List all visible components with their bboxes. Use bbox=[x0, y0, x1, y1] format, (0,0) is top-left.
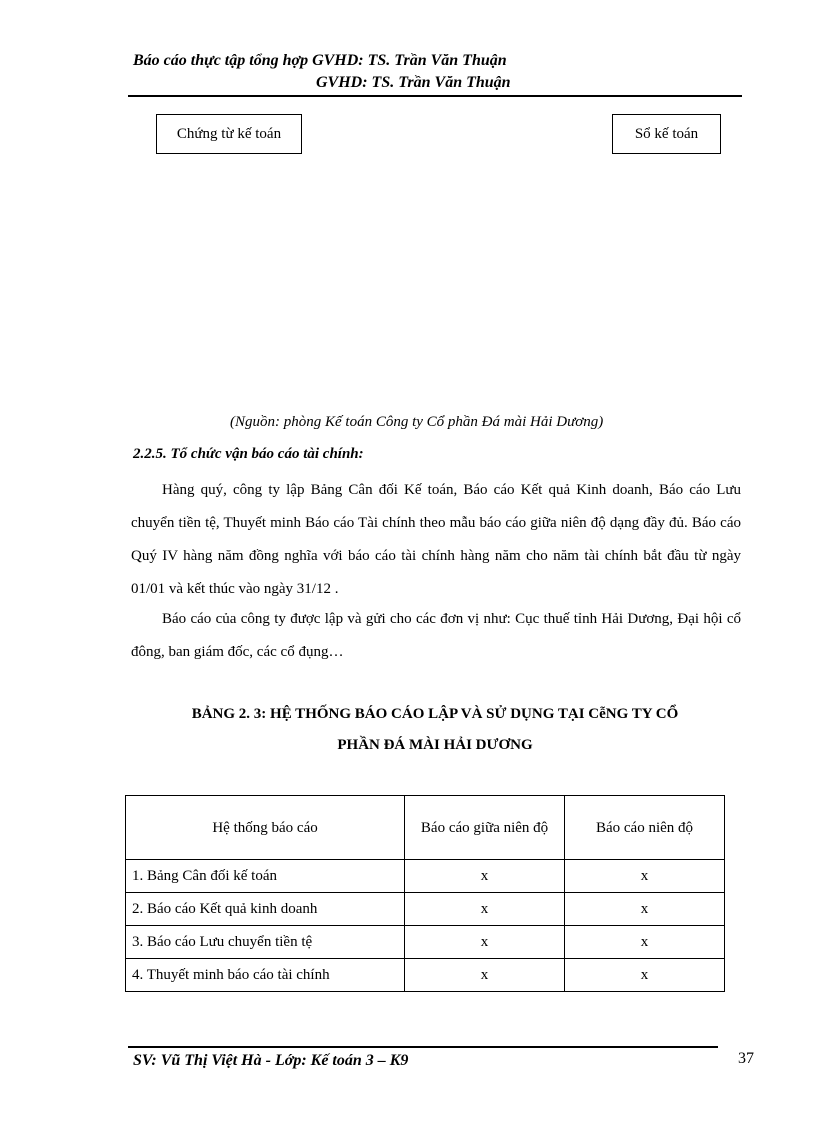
table-cell-annual: x bbox=[565, 893, 725, 926]
paragraph-1: Hàng quý, công ty lập Bảng Cân đối Kế toán, Báo cáo Kết quả Kinh doanh, Báo cáo Lưu chuyển tiền tệ, Thuyết minh Báo cáo Tài chính theo mẫu báo cáo giữa niên độ dạng đầy đủ. Báo cáo Quý IV hàng năm đồng nghĩa với báo cáo tài chính hàng năm cho năm tài chính bắt đầu từ ngày 01/01 và kết thúc vào ngày 31/12 . bbox=[131, 482, 741, 597]
diagram-box-accounting-vouchers: Chứng từ kế toán bbox=[156, 114, 302, 154]
table-row bbox=[126, 893, 725, 926]
paragraph-2: Báo cáo của công ty được lập và gửi cho các đơn vị như: Cục thuế tỉnh Hải Dương, Đại hội cổ đông, ban giám đốc, các cổ đụng… bbox=[131, 611, 741, 660]
table-row bbox=[126, 959, 725, 992]
table-title-line1: BẢNG 2. 3: HỆ THỐNG BÁO CÁO LẬP VÀ SỬ DỤNG TẠI CễNG TY CỔ bbox=[191, 706, 679, 722]
report-system-table bbox=[125, 795, 725, 992]
source-note: (Nguồn: phòng Kế toán Công ty Cổ phần Đá mài Hải Dương) bbox=[230, 414, 604, 430]
table-header-cell: Báo cáo niên độ bbox=[565, 796, 725, 860]
table-cell-annual: x bbox=[565, 926, 725, 959]
table-header-row bbox=[126, 796, 725, 860]
table-cell-annual: x bbox=[565, 959, 725, 992]
header-title: Báo cáo thực tập tổng hợp GVHD: TS. Trần Văn Thuận bbox=[133, 52, 507, 69]
section-heading: 2.2.5. Tổ chức vận báo cáo tài chính: bbox=[133, 446, 364, 462]
table-cell-interim: x bbox=[405, 893, 565, 926]
table-header-cell: Báo cáo giữa niên độ bbox=[405, 796, 565, 860]
table-cell-report: 3. Báo cáo Lưu chuyển tiền tệ bbox=[126, 926, 405, 959]
table-title-line2: PHẦN ĐÁ MÀI HẢI DƯƠNG bbox=[337, 737, 533, 753]
table-cell-report: 2. Báo cáo Kết quả kinh doanh bbox=[126, 893, 405, 926]
table-row bbox=[126, 926, 725, 959]
table-cell-interim: x bbox=[405, 926, 565, 959]
footer-student-info: SV: Vũ Thị Việt Hà - Lớp: Kế toán 3 – K9 bbox=[133, 1052, 409, 1069]
header-divider bbox=[128, 95, 742, 97]
diagram-box-accounting-books: Sổ kế toán bbox=[612, 114, 721, 154]
table-cell-report: 1. Bảng Cân đối kế toán bbox=[126, 860, 405, 893]
header-supervisor: GVHD: TS. Trần Văn Thuận bbox=[316, 74, 511, 91]
table-cell-interim: x bbox=[405, 860, 565, 893]
table-row bbox=[126, 860, 725, 893]
table-header-cell: Hệ thống báo cáo bbox=[126, 796, 405, 860]
table-cell-report: 4. Thuyết minh báo cáo tài chính bbox=[126, 959, 405, 992]
page-number: 37 bbox=[738, 1050, 754, 1067]
footer-divider bbox=[128, 1046, 718, 1048]
table-cell-annual: x bbox=[565, 860, 725, 893]
table-cell-interim: x bbox=[405, 959, 565, 992]
